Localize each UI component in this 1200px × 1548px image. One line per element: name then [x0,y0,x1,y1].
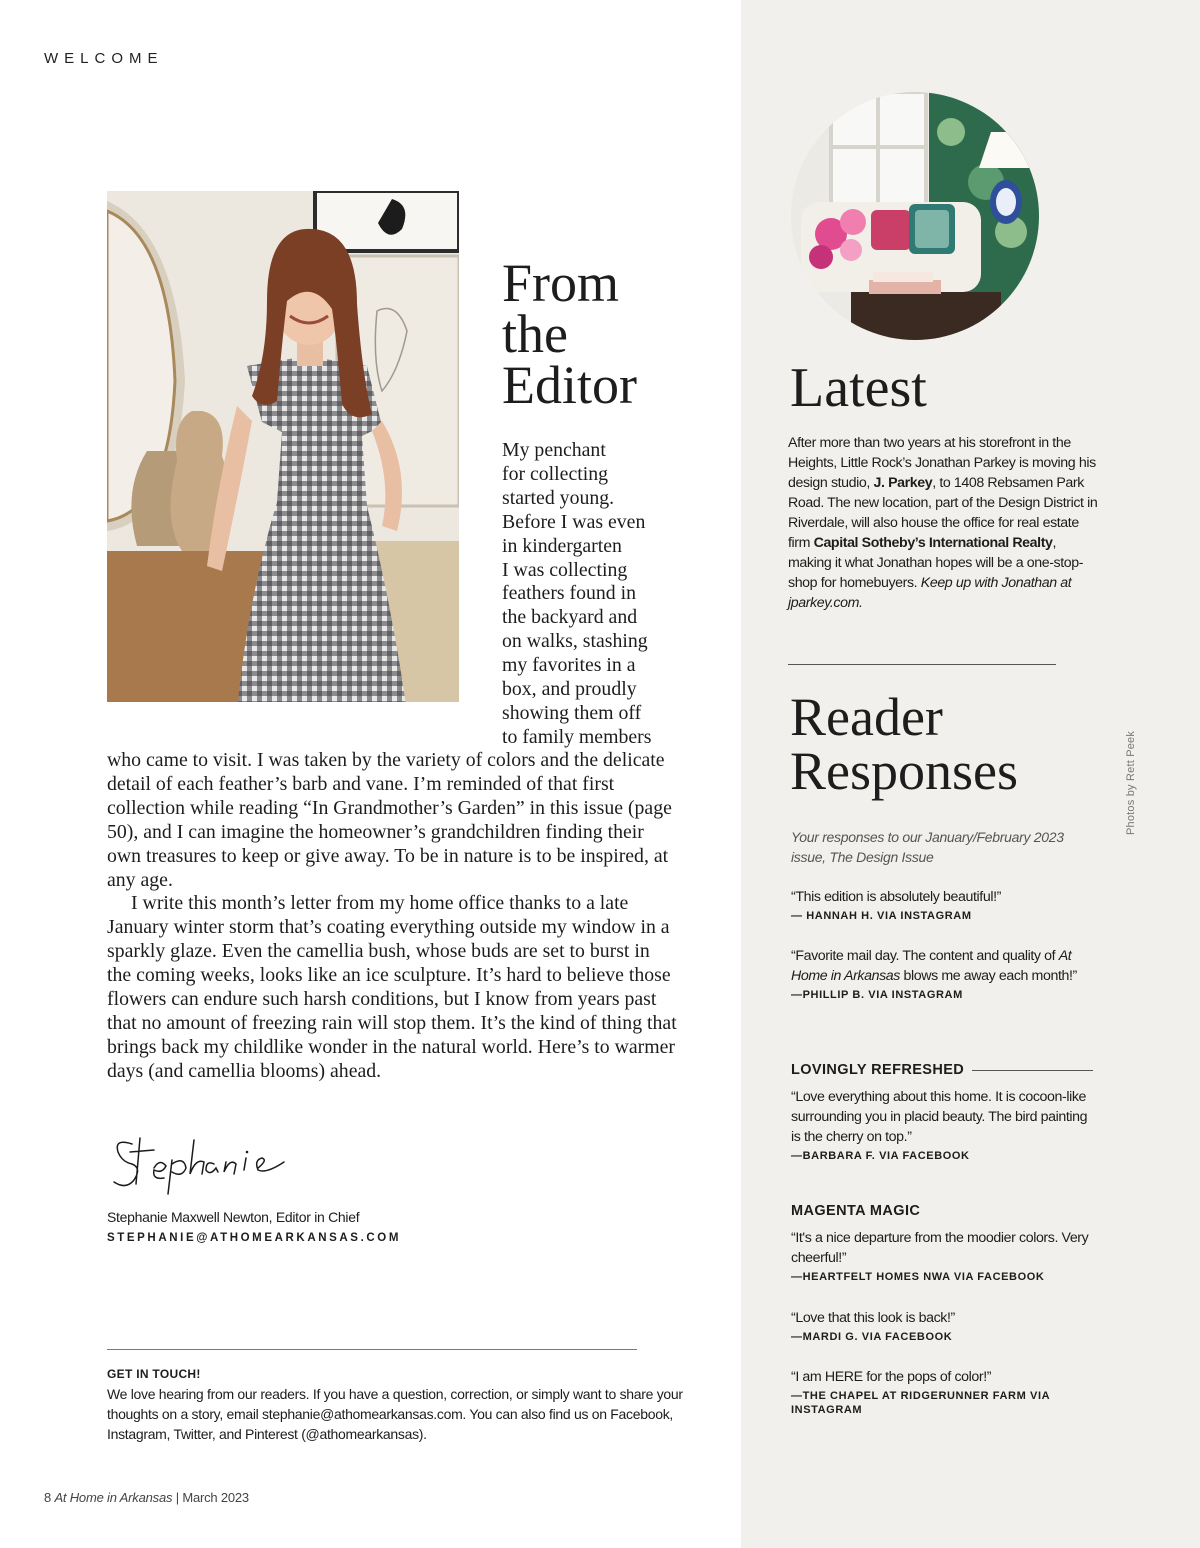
editor-name-title: Stephanie Maxwell Newton, Editor in Chief [107,1209,360,1225]
editor-letter-lead [502,439,672,750]
reader-response [791,1308,1097,1344]
lead-line: started young. [502,486,615,509]
response-attribution: —BARBARA F. VIA FACEBOOK [791,1150,970,1162]
lead-line: on walks, stashing [502,630,648,653]
reader-response [791,1367,1051,1417]
folio-separator: | [175,1490,179,1505]
response-attribution: — HANNAH H. VIA INSTAGRAM [791,910,972,922]
story-heading-label: MAGENTA MAGIC [791,1203,921,1219]
get-in-touch-heading: GET IN TOUCH! [107,1367,201,1381]
response-attribution: —HEARTFELT HOMES NWA VIA FACEBOOK [791,1271,1045,1283]
title-line: the [502,304,568,364]
magazine-name: At Home in Arkansas [791,948,1072,984]
response-quote: “Love that this look is back!” [791,1310,955,1326]
story-heading-lovingly-refreshed [791,1062,1093,1078]
title-line: Reader [790,687,943,747]
response-quote: “I am HERE for the pops of color!” [791,1369,992,1385]
editor-portrait-photo [107,191,459,702]
title-line: From [502,253,620,313]
magazine-name: At Home in Arkansas [54,1490,173,1505]
lead-line: to family members [502,725,652,748]
lead-line: the backyard and [502,606,638,629]
sidebar-divider [788,664,1056,665]
response-attribution: —THE CHAPEL AT RIDGERUNNER FARM VIA INSTAGRAM [791,1390,1050,1416]
title-line: Editor [502,355,637,415]
lead-line: feathers found in [502,582,637,605]
latest-interior-photo [791,92,1039,340]
response-quote: “Love everything about this home. It is cocoon-like surrounding you in placid beauty. The bird painting is the cherry on top.” [791,1089,1088,1145]
reader-intro: Your responses to our January/February 2023 issue, The Design Issue [791,829,1064,865]
page-folio [44,1490,249,1505]
lead-line: box, and proudly [502,678,637,701]
story-heading-magenta-magic [791,1203,1093,1219]
quote-text: “Favorite mail day. The content and quality of [791,948,1059,964]
reader-response [791,1087,1097,1163]
reader-response [791,1228,1097,1284]
latest-cta: Keep up with Jonathan at jparkey.com. [788,575,1072,611]
get-in-touch-body: We love hearing from our readers. If you have a question, correction, or simply want to share your thoughts on a story, email stephanie@athomearkansas.com. You can also find us on Facebook, Instagram, Twitter, and Pinterest (@athomearkansas). [107,1386,683,1442]
quote-text: blows me away each month!” [899,968,1077,984]
editor-paragraph-2: I write this month’s letter from my home office thanks to a late January winter storm that’s coating everything outside my window in a sparkly glaze. Even the camellia bush, whose buds are set to burst in the coming weeks, looks like an ice sculpture. It’s hard to believe those flowers can endure such harsh conditions, but I know from years past that no amount of freezing rain will stop them. It’s the kind of thing that brings back my childlike wonder in the natural world. Here’s to warmer days (and camellia blooms) ahead. [107,892,677,1082]
lead-line: for collecting [502,462,609,485]
issue-date: March 2023 [182,1490,249,1505]
latest-text: , making it what Jonathan hopes will be a one-stop-shop for homebuyers. [788,535,1084,591]
editor-letter-title [502,253,637,415]
response-attribution: —PHILLIP B. VIA INSTAGRAM [791,989,963,1001]
latest-text: , to 1408 Rebsamen Park Road. The new location, part of the Design District in Riverdale, will also house the office for real estate firm [788,475,1098,551]
lead-line: in kindergarten [502,534,622,557]
response-quote: “This edition is absolutely beautiful!” [791,889,1001,905]
editor-email-link[interactable]: STEPHANIE@ATHOMEARKANSAS.COM [107,1232,402,1244]
latest-body [788,433,1098,613]
lead-line: My penchant [502,439,606,461]
editor-letter-body [107,749,677,1084]
realty-name: Capital Sotheby’s International Realty [813,535,1053,551]
response-quote [791,946,1097,986]
photo-credit: Photos by Rett Peek [1125,730,1137,835]
page-number: 8 [44,1490,52,1505]
lead-line: Before I was even [502,510,646,533]
latest-text: After more than two years at his storefront in the Heights, Little Rock’s Jonathan Parkey is moving his design studio, [788,435,1096,491]
reader-response [791,887,1097,923]
section-kicker: WELCOME [44,50,164,67]
story-heading-label: LOVINGLY REFRESHED [791,1062,965,1078]
response-attribution: —MARDI G. VIA FACEBOOK [791,1331,953,1343]
lead-line: I was collecting [502,558,628,581]
latest-heading: Latest [790,357,927,419]
response-quote: “It's a nice departure from the moodier colors. Very cheerful!” [791,1230,1089,1266]
lead-line: my favorites in a [502,654,636,677]
reader-response [791,946,1097,1002]
editor-paragraph-1-continued: who came to visit. I was taken by the variety of colors and the delicate detail of each feather’s barb and vane. I’m reminded of that first collection while reading “In Grandmother’s Garden” in this issue (page 50), and I can imagine the homeowner’s grandchildren finding their own treasures to keep or give away. To be in nature is to be inspired, at any age. [107,749,672,891]
reader-responses-heading [790,687,1018,801]
studio-name: J. Parkey [873,475,933,491]
lead-line: showing them off [502,701,642,724]
heading-rule [972,1070,1093,1071]
divider [107,1349,637,1350]
title-line: Responses [790,741,1018,801]
editor-signature [110,1130,310,1196]
